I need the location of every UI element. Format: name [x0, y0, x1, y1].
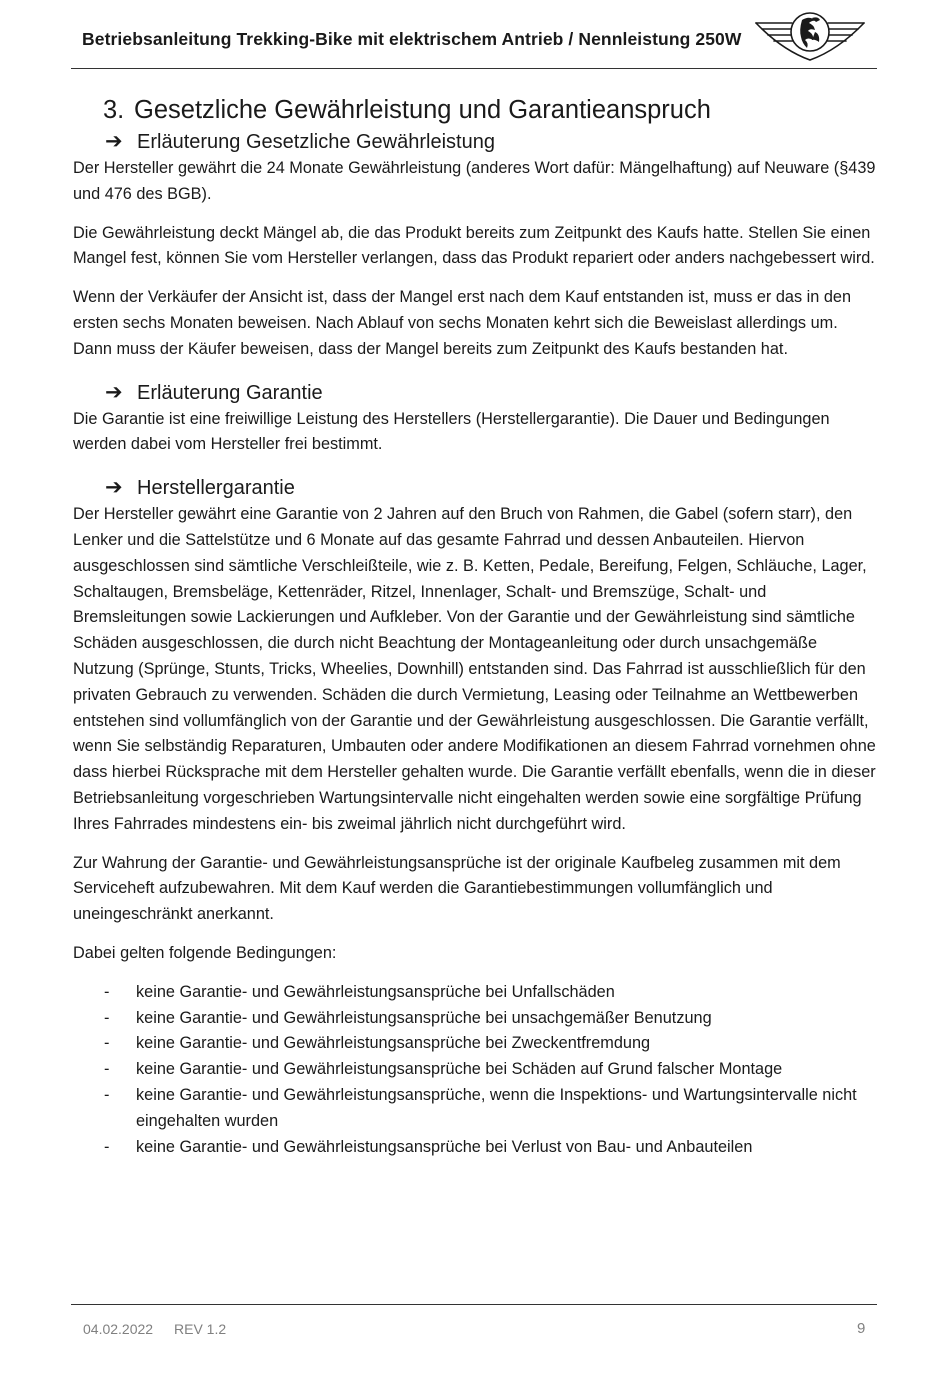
section-heading — [105, 379, 878, 407]
paragraph: Wenn der Verkäufer der Ansicht ist, dass der Mangel erst nach dem Kauf entstanden ist, muss er das in den ersten sechs Monaten beweisen. Nach Ablauf von sechs Monaten kehrt sich die Beweislast allerdings um. Dann muss der Käufer beweisen, dass der Mangel bereits zum Zeitpunkt des Kaufs bestanden hat. — [73, 288, 852, 358]
page-number: 9 — [857, 1320, 866, 1337]
list-item-text: keine Garantie- und Gewährleistungsansprüche bei Verlust von Bau- und Anbauteilen — [136, 1137, 753, 1156]
paragraph: Die Garantie ist eine freiwillige Leistung des Herstellers (Herstellergarantie). Die Dauer und Bedingungen werden dabei vom Hersteller frei bestimmt. — [73, 409, 830, 454]
conditions-list — [73, 980, 878, 1161]
section-heading-text: Erläuterung Garantie — [137, 381, 323, 404]
list-item — [73, 1135, 878, 1161]
section-heading-text: Herstellergarantie — [137, 477, 295, 500]
chapter-number: 3. — [103, 96, 125, 124]
paragraph: Die Gewährleistung deckt Mängel ab, die das Produkt bereits zum Zeitpunkt des Kaufs hatte. Stellen Sie einen Mangel fest, können Sie vom Hersteller verlangen, dass das Produkt repariert oder anders nachgebessert wird. — [73, 223, 875, 268]
bullet: - — [104, 1085, 110, 1104]
list-item-text: keine Garantie- und Gewährleistungsansprüche bei Unfallschäden — [136, 982, 615, 1001]
footer-divider — [71, 1304, 877, 1305]
section-gesetzliche-gewaehrleistung — [73, 128, 878, 363]
arrow-right-icon: ➔ — [105, 130, 123, 153]
bullet: - — [104, 1137, 110, 1156]
winged-eagle-logo-icon — [752, 10, 868, 64]
chapter-title: Gesetzliche Gewährleistung und Garantieanspruch — [134, 96, 711, 124]
page-content — [73, 92, 878, 1160]
footer-revision: REV 1.2 — [174, 1321, 227, 1337]
bullet: - — [104, 982, 110, 1001]
list-item — [73, 1031, 878, 1057]
list-item — [73, 1057, 878, 1083]
header-title: Betriebsanleitung Trekking-Bike mit elektrischem Antrieb / Nennleistung 250W — [82, 29, 742, 49]
chapter-heading — [103, 92, 878, 128]
paragraph: Der Hersteller gewährt eine Garantie von 2 Jahren auf den Bruch von Rahmen, die Gabel (sofern starr), den Lenker und die Sattelstütze und 6 Monate auf das gesamte Fahrrad und dessen Anbauteilen. Hiervon ausgeschlossen sind sämtliche Verschleißteile, wie z. B. Ketten, Pedale, Bereifung, Felgen, Schläuche, Lager, Schaltaugen, Bremsbeläge, Kettenräder, Ritzel, Innenlager, Schalt- und Bremszüge, Schalt- und Bremsleitungen sowie Lackierungen und Aufkleber. Von der Garantie und der Gewährleistung sind sämtliche Schäden ausgeschlossen, die durch nicht Beachtung der Montageanleitung oder durch unsachgemäße Nutzung (Sprünge, Stunts, Tricks, Wheelies, Downhill) entstanden sind. Das Fahrrad ist ausschließlich für den privaten Gebrauch zu verwenden. Schäden die durch Vermietung, Leasing oder Teilnahme an Wettbewerben entstehen sind vollumfänglich von der Garantie und der Gewährleistung ausgeschlossen. Die Garantie verfällt, wenn Sie selbständig Reparaturen, Umbauten oder andere Modifikationen an diesem Fahrrad vornehmen ohne dass hierbei Rücksprache mit dem Hersteller gehalten wurde. Die Garantie verfällt ebenfalls, wenn die in dieser Betriebsanleitung vorgeschrieben Wartungsintervalle nicht eingehalten werden sowie eine sorgfältige Prüfung Ihres Fahrrades mindestens ein- bis zweimal jährlich nicht durchgeführt wird. — [73, 505, 876, 833]
arrow-right-icon: ➔ — [105, 380, 123, 404]
paragraph: Dabei gelten folgende Bedingungen: — [73, 943, 337, 962]
section-heading — [105, 474, 878, 502]
bullet: - — [104, 1060, 110, 1079]
list-item-text: keine Garantie- und Gewährleistungsansprüche, wenn die Inspektions- und Wartungsintervalle nicht eingehalten wurden — [136, 1085, 857, 1130]
bullet: - — [104, 1008, 110, 1027]
paragraph: Der Hersteller gewährt die 24 Monate Gewährleistung (anderes Wort dafür: Mängelhaftung) auf Neuware (§439 und 476 des BGB). — [73, 159, 876, 203]
section-heading — [105, 128, 878, 156]
arrow-right-icon: ➔ — [105, 476, 123, 500]
section-garantie — [73, 379, 878, 459]
paragraph: Zur Wahrung der Garantie- und Gewährleistungsansprüche ist der originale Kaufbeleg zusammen mit dem Serviceheft aufzubewahren. Mit dem Kauf werden die Garantiebestimmungen vollumfänglich und uneingeschränkt anerkannt. — [73, 853, 841, 924]
list-item-text: keine Garantie- und Gewährleistungsansprüche bei Zweckentfremdung — [136, 1034, 651, 1053]
list-item — [73, 980, 878, 1006]
header-divider — [71, 68, 877, 69]
bullet: - — [104, 1034, 110, 1053]
list-item-text: keine Garantie- und Gewährleistungsansprüche bei Schäden auf Grund falscher Montage — [136, 1060, 783, 1079]
section-heading-text: Erläuterung Gesetzliche Gewährleistung — [137, 131, 495, 153]
list-item — [73, 1083, 878, 1135]
section-herstellergarantie — [73, 474, 878, 1160]
list-item-text: keine Garantie- und Gewährleistungsansprüche bei unsachgemäßer Benutzung — [136, 1008, 712, 1027]
list-item — [73, 1006, 878, 1032]
footer-date: 04.02.2022 — [83, 1321, 154, 1337]
